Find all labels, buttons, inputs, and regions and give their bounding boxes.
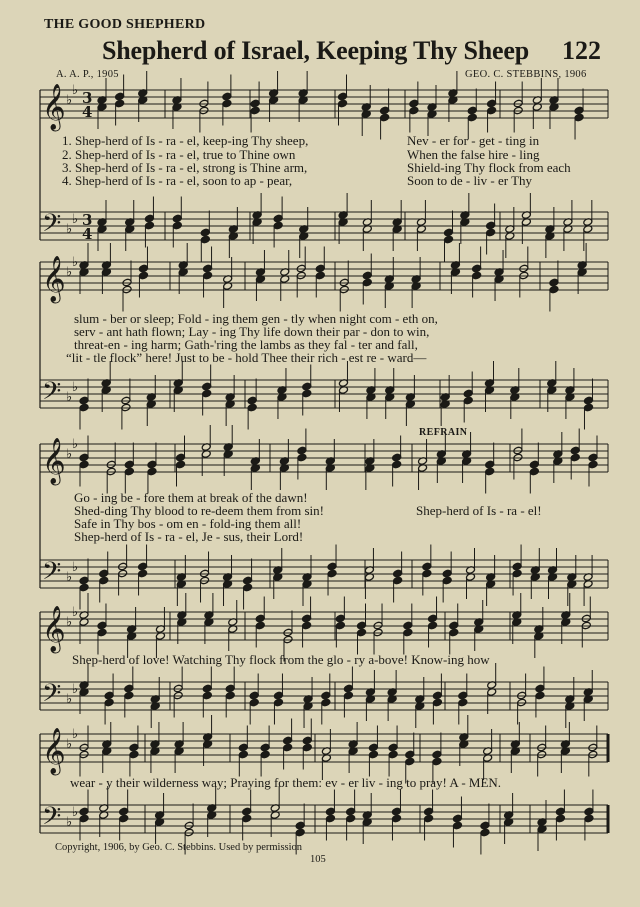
verse-1-line-1b: Nev - er for - get - ting in [407,133,540,148]
time-signature: 4 [82,225,93,243]
note-head [222,99,232,108]
note-head [124,467,134,476]
note-head [129,750,139,759]
note-head [297,446,307,455]
note-head [392,453,402,462]
note-head [388,750,398,759]
verse-2-line-1a: 2. Shep-herd of Is - ra - el, true to Thine own [62,147,296,162]
note-head [99,576,109,585]
note-head [118,569,128,578]
note-head [346,814,356,823]
note-head [570,453,580,462]
verse-1-line-3: Go - ing be - fore them at break of the dawn! [74,490,308,505]
note-head [79,403,89,412]
note-head [335,614,345,623]
note-head [512,569,522,578]
refrain-line-1: Shep-herd of Is - ra - el! [416,503,542,518]
note-head [393,569,403,578]
note-head [99,569,109,578]
note-head [118,562,128,571]
note-head [273,698,283,707]
flat-icon: ♭ [72,437,79,452]
note-head [537,743,547,752]
note-head [458,691,468,700]
bass-clef-icon: 𝄢 [42,209,62,244]
note-head [368,750,378,759]
note-head [458,698,468,707]
note-head [517,698,527,707]
note-head [295,828,305,837]
verse-3-line-3: Safe in Thy bos - om en - fold-ing them all! [74,516,302,531]
note-head [79,576,89,585]
verse-4-line-1b: Soon to de - liv - er Thy [407,173,533,188]
verse-3-line-2: threat-en - ing harm; Gath-'ring the lambs as they fal - ter and fall, [74,337,418,352]
note-head [176,460,186,469]
verse-2-line-1b: When the false hire - ling [407,147,540,162]
note-head [452,814,462,823]
page-number: 105 [310,854,326,865]
treble-clef-icon: 𝄞 [42,438,66,484]
note-head [302,736,312,745]
note-head [325,807,335,816]
note-head [529,460,539,469]
time-signature: 3 [82,89,93,107]
bass-clef-icon: 𝄢 [42,802,62,837]
flat-icon: ♭ [66,570,73,585]
note-head [243,576,253,585]
note-head [122,285,132,294]
section-heading: THE GOOD SHEPHERD [44,17,206,32]
flat-icon: ♭ [66,815,73,830]
verse-3-line-1a: 3. Shep-herd of Is - ra - el, strong is Thine arm, [62,160,308,175]
note-head [432,750,442,759]
note-head [391,814,401,823]
note-head [588,460,598,469]
note-head [405,757,415,766]
note-head [144,221,154,230]
note-head [97,628,107,637]
note-head [250,99,260,108]
note-head [513,453,523,462]
note-head [79,583,89,592]
note-head [485,460,495,469]
note-head [555,814,565,823]
note-head [513,446,523,455]
flat-icon: ♭ [72,805,79,820]
verse-2-line-3: Shed-ding Thy blood to re-deem them from sin! [74,503,324,518]
note-head [392,460,402,469]
note-head [273,691,283,700]
note-head [486,228,496,237]
note-head [519,271,529,280]
note-head [97,621,107,630]
note-head [202,389,212,398]
note-head [432,698,442,707]
note-head [467,113,477,122]
treble-clef-icon: 𝄞 [42,256,66,302]
verse-3-line-1b: Shield-ing Thy flock from each [407,160,571,175]
note-head [238,743,248,752]
refrain-line-3: wear - y their wilderness way; Praying for them: ev - er liv - ing to pray! A - MEN. [70,775,502,790]
note-head [388,743,398,752]
bass-clef-icon: 𝄢 [42,679,62,714]
copyright-notice: Copyright, 1906, by Geo. C. Stebbins. Used by permission [55,842,303,853]
note-head [138,271,148,280]
note-head [403,621,413,630]
note-head [588,453,598,462]
note-head [255,621,265,630]
note-head [173,684,183,693]
note-head [247,396,257,405]
note-head [302,743,312,752]
flat-icon: ♭ [66,390,73,405]
note-head [297,453,307,462]
note-head [529,467,539,476]
note-head [260,743,270,752]
note-head [512,562,522,571]
note-head [79,396,89,405]
verse-4-line-2: “lit - tle flock” here! Just to be - hold Thee their rich - est re - ward— [66,350,427,365]
note-head [343,691,353,700]
bass-clef-icon: 𝄢 [42,557,62,592]
note-head [339,278,349,287]
time-signature: 3 [82,211,93,229]
note-head [584,403,594,412]
note-head [444,228,454,237]
note-head [302,621,312,630]
note-head [405,750,415,759]
note-head [449,628,459,637]
note-head [172,221,182,230]
note-head [422,562,432,571]
note-head [321,691,331,700]
note-head [199,99,209,108]
note-head [368,743,378,752]
note-head [173,691,183,700]
note-head [380,106,390,115]
note-head [203,264,213,273]
note-head [283,628,293,637]
note-head [338,92,348,101]
note-head [138,562,148,571]
note-head [343,684,353,693]
note-head [574,106,584,115]
note-head [315,271,325,280]
note-head [424,814,434,823]
note-head [584,807,594,816]
note-head [555,807,565,816]
flat-icon: ♭ [66,93,73,108]
note-head [487,99,497,108]
note-head [373,621,383,630]
note-head [200,576,210,585]
hymn-number: 122 [562,36,601,65]
flat-icon: ♭ [66,222,73,237]
note-head [121,396,131,405]
note-head [357,621,367,630]
note-head [584,814,594,823]
note-head [243,583,253,592]
note-head [138,569,148,578]
note-head [302,614,312,623]
note-head [79,453,89,462]
note-head [549,285,559,294]
note-head [79,807,89,816]
hymn-title: Shepherd of Israel, Keeping Thy Sheep [102,36,529,65]
note-head [315,264,325,273]
note-head [588,743,598,752]
note-head [486,221,496,230]
note-head [147,460,157,469]
note-head [581,614,591,623]
note-head [283,635,293,644]
note-head [393,576,403,585]
note-head [463,396,473,405]
flat-icon: ♭ [66,265,73,280]
note-head [362,278,372,287]
note-head [574,113,584,122]
note-head [444,235,454,244]
flat-icon: ♭ [72,83,79,98]
note-head [485,467,495,476]
flat-icon: ♭ [66,615,73,630]
note-head [549,278,559,287]
note-head [362,271,372,280]
flat-icon: ♭ [72,682,79,697]
note-head [106,460,116,469]
note-head [79,814,89,823]
note-head [588,750,598,759]
note-head [200,228,210,237]
flat-icon: ♭ [72,212,79,227]
note-head [391,807,401,816]
note-head [570,446,580,455]
note-head [199,106,209,115]
note-head [295,821,305,830]
note-head [202,684,212,693]
note-head [463,389,473,398]
note-head [467,106,477,115]
author-credit: A. A. P., 1905 [56,69,119,80]
verse-1-line-1a: 1. Shep-herd of Is - ra - el, keep-ing Thy sheep, [62,133,309,148]
note-head [121,403,131,412]
note-head [346,807,356,816]
verse-4-line-1a: 4. Shep-herd of Is - ra - el, soon to ap - pear, [62,173,293,188]
note-head [442,569,452,578]
note-head [296,271,306,280]
flat-icon: ♭ [72,560,79,575]
note-head [104,691,114,700]
note-head [122,278,132,287]
note-head [535,684,545,693]
note-head [79,460,89,469]
note-head [283,736,293,745]
note-head [409,99,419,108]
note-head [79,750,89,759]
verse-1-line-2: slum - ber or sleep; Fold - ing them gen - tly when night com - eth on, [74,311,438,326]
note-head [172,214,182,223]
note-head [321,698,331,707]
note-head [424,807,434,816]
note-head [129,743,139,752]
note-head [106,467,116,476]
flat-icon: ♭ [72,255,79,270]
composer-credit: GEO. C. STEBBINS, 1906 [465,69,587,80]
note-head [403,628,413,637]
note-head [452,821,462,830]
note-head [283,743,293,752]
note-head [537,750,547,759]
note-head [302,389,312,398]
note-head [335,621,345,630]
note-head [432,757,442,766]
note-head [442,576,452,585]
note-head [124,460,134,469]
note-head [302,382,312,391]
note-head [480,821,490,830]
note-head [581,621,591,630]
note-head [79,743,89,752]
flat-icon: ♭ [72,727,79,742]
note-head [472,271,482,280]
verse-4-line-3: Shep-herd of Is - ra - el, Je - sus, their Lord! [74,529,304,544]
note-head [513,99,523,108]
note-head [480,828,490,837]
note-head [124,684,134,693]
treble-clef-icon: 𝄞 [42,606,66,652]
note-head [273,214,283,223]
note-head [115,92,125,101]
note-head [203,271,213,280]
flat-icon: ♭ [72,605,79,620]
note-head [242,814,252,823]
note-head [119,814,129,823]
note-head [225,684,235,693]
note-head [487,106,497,115]
flat-icon: ♭ [72,380,79,395]
note-head [176,453,186,462]
note-head [327,562,337,571]
note-head [200,569,210,578]
note-head [380,113,390,122]
note-head [513,106,523,115]
note-head [242,807,252,816]
note-head [273,221,283,230]
note-head [144,214,154,223]
note-head [249,698,259,707]
note-head [338,99,348,108]
note-head [449,621,459,630]
note-head [124,691,134,700]
note-head [428,614,438,623]
note-head [422,569,432,578]
note-head [327,569,337,578]
flat-icon: ♭ [66,447,73,462]
flat-icon: ♭ [66,692,73,707]
note-head [260,750,270,759]
note-head [472,264,482,273]
note-head [222,92,232,101]
note-head [432,691,442,700]
time-signature: 4 [82,103,93,121]
treble-clef-icon: 𝄞 [42,84,66,130]
note-head [249,691,259,700]
refrain-label: REFRAIN [419,427,468,438]
note-head [519,264,529,273]
note-head [184,828,194,837]
note-head [202,382,212,391]
note-head [104,698,114,707]
note-head [138,264,148,273]
note-head [200,235,210,244]
treble-clef-icon: 𝄞 [42,728,66,774]
note-head [409,106,419,115]
note-head [255,614,265,623]
note-head [339,285,349,294]
note-head [325,814,335,823]
note-head [247,403,257,412]
note-head [119,807,129,816]
note-head [535,691,545,700]
note-head [517,691,527,700]
note-head [184,821,194,830]
verse-2-line-2: serv - ant hath flown; Lay - ing Thy life down their par - don to win, [74,324,430,339]
note-head [147,467,157,476]
note-head [202,691,212,700]
refrain-line-2: Shep-herd of love! Watching Thy flock from the glo - ry a-bove! Know-ing how [72,652,490,667]
note-head [296,264,306,273]
bass-clef-icon: 𝄢 [42,377,62,412]
flat-icon: ♭ [66,737,73,752]
note-head [357,628,367,637]
note-head [428,621,438,630]
note-head [373,628,383,637]
note-head [584,396,594,405]
note-head [115,99,125,108]
note-head [250,106,260,115]
note-head [225,691,235,700]
note-head [238,750,248,759]
